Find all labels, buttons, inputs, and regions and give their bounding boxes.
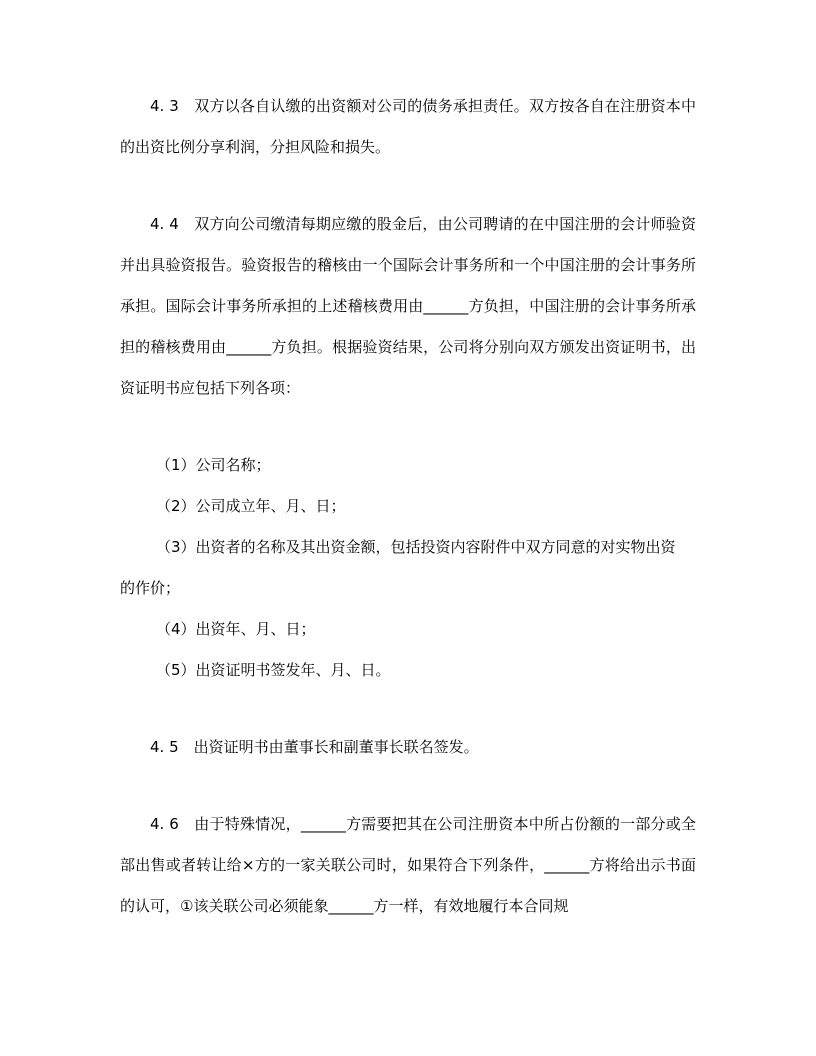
spacer [120, 691, 696, 727]
paragraph-4-4: 4. 4 双方向公司缴清每期应缴的股金后，由公司聘请的在中国注册的会计师验资并出具验资报告。验资报告的稽核由一个国际会计事务所和一个中国注册的会计事务所承担。国际会计事务所承担的上述稽核费用由______方负担，中国注册的会计事务所承担的稽核费用由______方负担。根据验资结果，公司将分别向双方颁发出资证明书，出资证明书应包括下列各项： [120, 215, 696, 397]
paragraph-4-5: 4. 5 出资证明书由董事长和副董事长联名签发。 [150, 738, 479, 756]
document-page [120, 86, 696, 927]
spacer [120, 168, 696, 204]
list-item-1: （1）公司名称； [156, 456, 271, 474]
paragraph-4-6: 4. 6 由于特殊情况，______方需要把其在公司注册资本中所占份额的一部分或全部出售或者转让给×方的一家关联公司时，如果符合下列条件，______方将给出示书面的认可，①该关联公司必须能象______方一样，有效地履行本合同规 [120, 815, 696, 915]
paragraph-4-3: 4. 3 双方以各自认缴的出资额对公司的债务承担责任。双方按各自在注册资本中的出资比例分享利润，分担风险和损失。 [120, 97, 696, 156]
spacer [120, 768, 696, 804]
spacer [120, 409, 696, 445]
list-item-2: （2）公司成立年、月、日； [156, 497, 346, 515]
list-item-4: （4）出资年、月、日； [156, 620, 316, 638]
list-item-3: （3）出资者的名称及其出资金额，包括投资内容附件中双方同意的对实物出资 [156, 538, 676, 556]
list-item-5: （5）出资证明书签发年、月、日。 [156, 661, 391, 679]
list-item-3-continuation: 的作价； [120, 579, 181, 597]
